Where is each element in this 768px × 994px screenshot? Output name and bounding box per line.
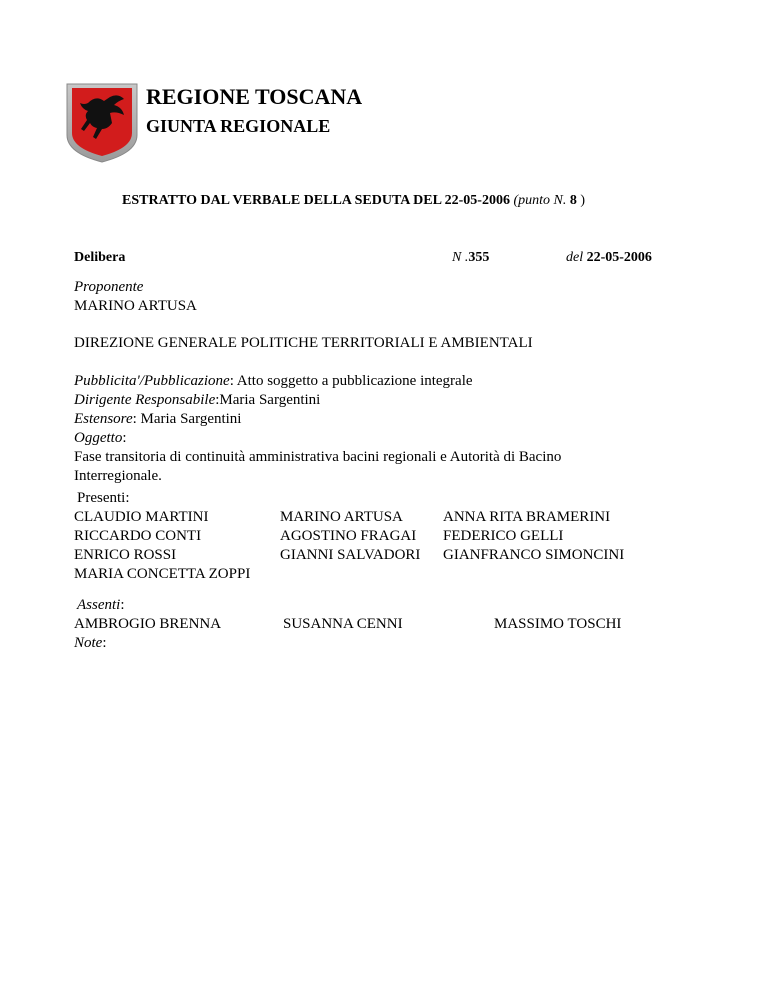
presente: FEDERICO GELLI: [443, 528, 564, 544]
estensore-label: Estensore: [74, 411, 133, 427]
region-subtitle: GIUNTA REGIONALE: [146, 116, 331, 136]
note-line: [74, 634, 107, 653]
assente: MASSIMO TOSCHI: [494, 616, 622, 632]
note-label: Note: [74, 635, 103, 651]
direzione: DIREZIONE GENERALE POLITICHE TERRITORIALI E AMBIENTALI: [74, 335, 533, 351]
presenti-label: Presenti:: [77, 490, 130, 506]
presenti-col-3: [443, 508, 624, 565]
presente: CLAUDIO MARTINI: [74, 509, 209, 525]
date-label: del: [566, 250, 584, 265]
pegasus-coat-of-arms-icon: [66, 83, 138, 163]
region-title: REGIONE TOSCANA: [146, 84, 363, 109]
delibera-date: [566, 250, 652, 266]
estratto-line: [122, 193, 585, 209]
estratto-text: ESTRATTO DAL VERBALE DELLA SEDUTA DEL 22-05-2006: [122, 193, 510, 208]
punto-label: punto N.: [518, 193, 567, 208]
oggetto-line: [74, 429, 561, 448]
presenti-col-1: [74, 508, 250, 584]
proponente-value: MARINO ARTUSA: [74, 298, 197, 314]
dirigente-label: Dirigente Responsabile: [74, 392, 216, 408]
punto-value: 8: [569, 193, 577, 208]
date-value: 22-05-2006: [586, 250, 652, 265]
number-value: 355: [468, 250, 490, 265]
estensore-line: [74, 410, 561, 429]
presente: MARIA CONCETTA ZOPPI: [74, 566, 251, 582]
presente: GIANNI SALVADORI: [280, 547, 421, 563]
number-label: N .: [452, 250, 469, 265]
assenti-label: Assenti: [77, 597, 121, 613]
delibera-label: Delibera: [74, 250, 126, 265]
punto-open: (: [513, 193, 519, 208]
oggetto-text-1: Fase transitoria di continuità amministrativa bacini regionali e Autorità di Bacino: [74, 449, 562, 465]
oggetto-text-2: Interregionale.: [74, 468, 162, 484]
dirigente-value: :Maria Sargentini: [215, 392, 321, 408]
presente: ENRICO ROSSI: [74, 547, 177, 563]
oggetto-label: Oggetto: [74, 430, 123, 446]
presenti-col-2: [280, 508, 420, 565]
note-colon: :: [102, 635, 107, 651]
estensore-value: : Maria Sargentini: [132, 411, 242, 427]
delibera-number: [452, 250, 489, 266]
presente: MARINO ARTUSA: [280, 509, 403, 525]
pubblicita-line: [74, 372, 561, 391]
assenti-label-line: [77, 596, 125, 615]
presente: GIANFRANCO SIMONCINI: [443, 547, 625, 563]
oggetto-colon: :: [122, 430, 127, 446]
assente: AMBROGIO BRENNA: [74, 616, 222, 632]
dirigente-line: [74, 391, 561, 410]
meta-block: [74, 372, 561, 486]
presente: ANNA RITA BRAMERINI: [443, 509, 611, 525]
proponente-label: Proponente: [74, 279, 144, 295]
presente: RICCARDO CONTI: [74, 528, 202, 544]
assenti-colon: :: [120, 597, 125, 613]
pubblicita-value: : Atto soggetto a pubblicazione integrale: [229, 373, 473, 389]
proponente-block: [74, 278, 197, 316]
assente: SUSANNA CENNI: [283, 616, 403, 632]
punto-close: ): [580, 193, 586, 208]
presente: AGOSTINO FRAGAI: [280, 528, 417, 544]
pubblicita-label: Pubblicita'/Pubblicazione: [74, 373, 230, 389]
